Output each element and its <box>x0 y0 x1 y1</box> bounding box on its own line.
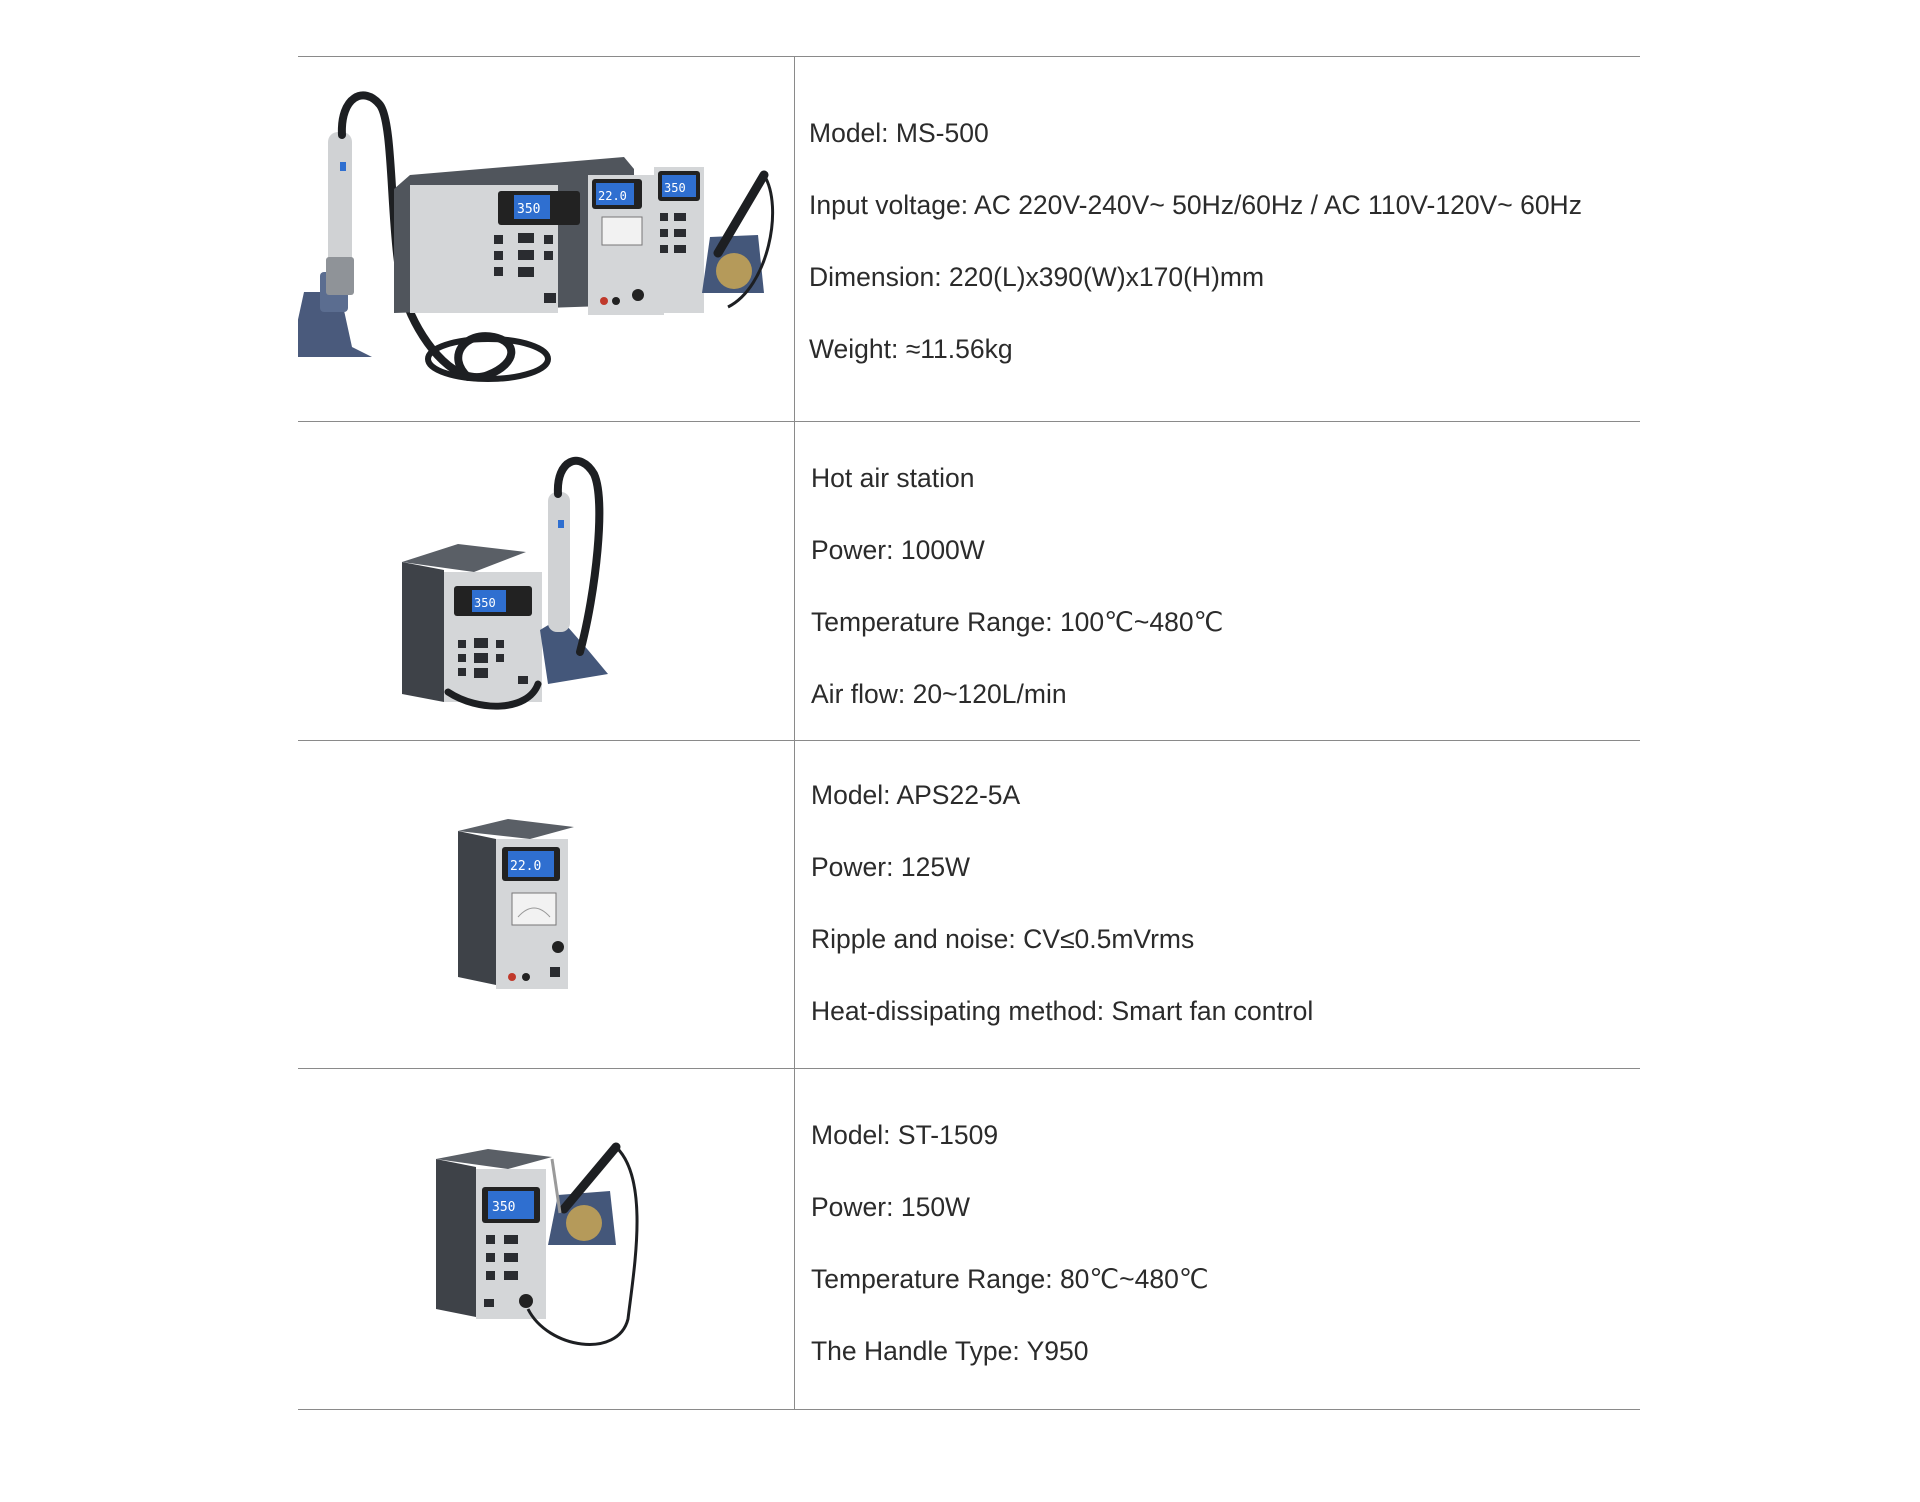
hot-air-station-image <box>298 422 795 740</box>
spec-line: Model: ST-1509 <box>811 1120 999 1150</box>
hot-air-handle <box>548 492 570 632</box>
spec-text-cell <box>795 422 1640 740</box>
ms-500-combo-station-image <box>298 57 795 421</box>
spec-line: Dimension: 220(L)x390(W)x170(H)mm <box>809 262 1265 292</box>
handle-led-icon <box>558 520 564 528</box>
iron-connector-icon <box>519 1294 533 1308</box>
spec-row-st-1509 <box>298 1068 1640 1410</box>
spec-text-cell <box>795 1069 1640 1409</box>
spec-line: Model: APS22-5A <box>811 780 1021 810</box>
spec-line: Power: 1000W <box>811 535 985 565</box>
image-cell <box>298 741 795 1068</box>
psu-knob-icon <box>552 941 564 953</box>
spec-row-ms-500 <box>298 56 1640 421</box>
soldering-iron-tip <box>552 1159 560 1213</box>
spec-table <box>298 56 1640 1410</box>
spec-line: Heat-dissipating method: Smart fan control <box>811 996 1314 1026</box>
hot-air-nozzle <box>326 257 354 295</box>
psu-lcd-text: 22.0 <box>510 859 542 874</box>
psu-meter <box>512 893 556 925</box>
spec-line: Model: MS-500 <box>809 118 989 148</box>
spec-line: Air flow: 20~120L/min <box>811 679 1067 709</box>
spec-line: Power: 125W <box>811 852 971 882</box>
psu-red-terminal-icon <box>508 973 516 981</box>
spec-row-aps22-5a <box>298 740 1640 1068</box>
iron-lcd-text: 350 <box>664 181 686 195</box>
spec-line: Temperature Range: 100℃~480℃ <box>811 607 1224 637</box>
spec-line: Temperature Range: 80℃~480℃ <box>811 1264 1209 1294</box>
image-cell <box>298 1069 795 1409</box>
iron-unit-side <box>436 1159 476 1317</box>
brass-sponge <box>566 1205 602 1241</box>
psu-black-terminal-icon <box>612 297 620 305</box>
psu-power-switch <box>550 967 560 977</box>
psu-knob-icon <box>632 289 644 301</box>
psu-side <box>458 831 496 985</box>
spec-line: Hot air station <box>811 463 975 493</box>
spec-text-cell <box>795 741 1640 1068</box>
hot-air-led-icon <box>340 162 346 171</box>
image-cell <box>298 422 795 740</box>
st-1509-soldering-station-image <box>298 1069 795 1409</box>
spec-row-hot-air-station <box>298 421 1640 740</box>
spec-line: Power: 150W <box>811 1192 971 1222</box>
spec-line: The Handle Type: Y950 <box>811 1336 1089 1366</box>
brass-sponge <box>716 253 752 289</box>
psu-lcd-text: 22.0 <box>598 189 627 203</box>
psu-black-terminal-icon <box>522 973 530 981</box>
psu-meter <box>602 217 642 245</box>
hot-air-handle <box>328 132 352 277</box>
unit-side <box>402 562 444 702</box>
spec-line: Weight: ≈11.56kg <box>809 334 1013 364</box>
spec-text-cell <box>795 57 1640 421</box>
spec-line: Input voltage: AC 220V-240V~ 50Hz/60Hz / AC 110V-120V~ 60Hz <box>809 190 1582 220</box>
iron-lcd-text: 350 <box>492 1200 516 1215</box>
hot-air-lcd-text: 350 <box>517 202 541 217</box>
lcd-text: 350 <box>474 596 496 610</box>
psu-red-terminal-icon <box>600 297 608 305</box>
spec-line: Ripple and noise: CV≤0.5mVrms <box>811 924 1195 954</box>
image-cell <box>298 57 795 421</box>
aps22-5a-power-supply-image <box>298 741 795 1068</box>
